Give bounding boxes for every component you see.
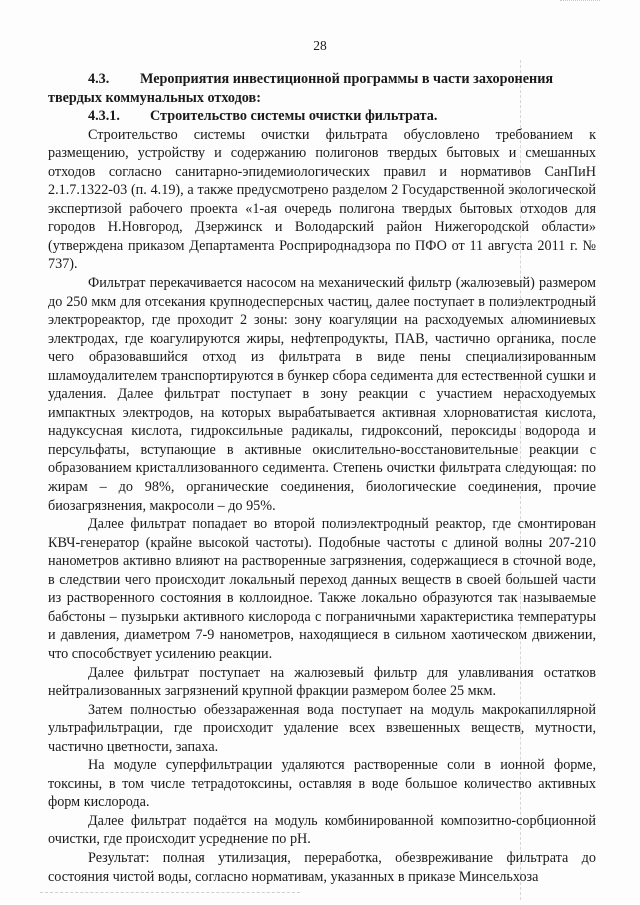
section-heading-line2: [48, 89, 596, 108]
subsection-heading: [88, 107, 596, 126]
paragraph: Далее фильтрат подаётся на модуль комбинированной композитно-сорбционной очистки, где происходит усреднение по pH.: [48, 812, 596, 848]
page-number: 28: [313, 38, 327, 53]
paragraph: На модуле суперфильтрации удаляются растворенные соли в ионной форме, токсины, в том числе тетрадотоксины, оставляя в воде большое количество активных форм кислорода.: [48, 757, 596, 811]
section-number: 4.3.: [88, 71, 110, 87]
scan-artifact-bottom: [40, 892, 300, 893]
subsection-number: 4.3.1.: [88, 108, 120, 125]
section-heading: [88, 70, 596, 89]
page-content: [48, 70, 596, 886]
paragraph: Далее фильтрат поступает на жалюзевый фильтр для улавливания остатков нейтрализованных загрязнений крупной фракции размером более 25 мкм.: [48, 664, 596, 700]
paragraph: Фильтрат перекачивается насосом на механический фильтр (жалюзевый) размером до 250 мкм для отсекания крупнодесперсных частиц, далее поступает в полиэлектродный электрореактор, где проходит 2 зоны: зону коагуляции на расходуемых алюминиевых электродах, где коагулируются жиры, нефтепродукты, ПАВ, частично органика, после чего образовавшийся отход из фильтрата в виде пены специализированным шламоудалителем транспортируются в бункер сбора седимента для естественной сушки и удаления. Далее фильтрат поступает в зону реакции с участием нерасходуемых импактных электродов, на которых вырабатывается активная хлорноватистая кислота, надуксусная кислота, гидроксильные радикалы, гидроксоний, пероксиды водорода и персульфаты, вступающие в активные окислительно-восстановительные реакции с образованием кристаллизованного седимента. Степень очистки фильтрата следующая: по жирам – до 98%, органические соединения, биологические соединения, прочие биозагрязнения, макросоли – до 95%.: [48, 275, 596, 514]
subsection-title: Строительство системы очистки фильтрата.: [150, 108, 438, 125]
paragraph: Далее фильтрат попадает во второй полиэлектродный реактор, где смонтирован КВЧ-генератор (крайне высокой частоты). Подобные частоты с длиной волны 207-210 нанометров активно влияют на растворенные загрязнения, содержащиеся в сточной воде, в следствии чего происходит локальный переход данных веществ в своей большей части из растворенного состояния в коллоидное. Также локально образуются так называемые бабстоны – пузырьки активного кислорода с пограничными характеристика температуры и давления, диаметром 7-9 нанометров, находящиеся в сильном хаотическом движении, что способствует усилению реакции.: [48, 516, 596, 662]
scan-artifact-top: [560, 0, 600, 7]
section-title-line2: твердых коммунальных отходов:: [48, 89, 261, 106]
section-title-line1: Мероприятия инвестиционной программы в части захоронения: [140, 71, 554, 87]
paragraph: Строительство системы очистки фильтрата обусловлено требованием к размещению, устройству и содержанию полигонов твердых бытовых и смешанных отходов согласно санитарно-эпидемиологических правил и нормативов СанПиН 2.1.7.1322-03 (п. 4.19), а также предусмотрено разделом 2 Государственной экологической экспертизой рабочего проекта «1-ая очередь полигона твердых бытовых отходов для городов Н.Новгород, Дзержинск и Володарский район Нижегородской области» (утверждена приказом Департамента Росприроднадзора по ПФО от 11 августа 2011 г. № 737).: [48, 126, 596, 273]
paragraph: Результат: полная утилизация, переработка, обезвреживание фильтрата до состояния чистой воды, согласно нормативам, указанных в приказе Минсельхоза: [48, 849, 596, 885]
paragraph: Затем полностью обеззараженная вода поступает на модуль макрокапиллярной ультрафильтрации, где происходит удаление всех взвешенных веществ, мутности, частично цветности, запаха.: [48, 701, 596, 755]
